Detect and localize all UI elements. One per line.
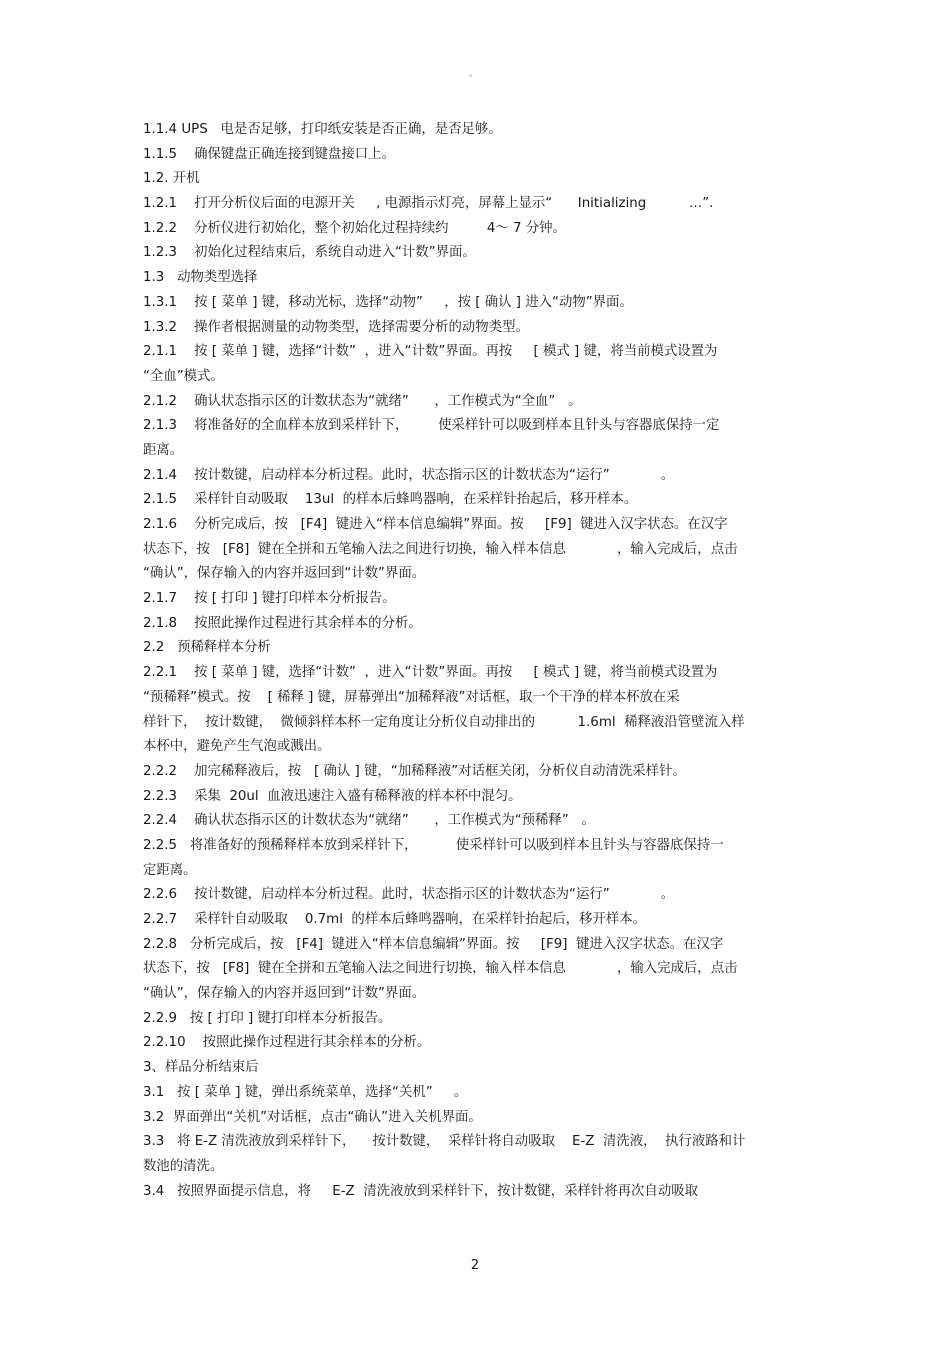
text-line: 2.2.3 采集 20ul 血液迅速注入盛有稀释液的样本杯中混匀。	[143, 788, 522, 804]
document-body	[143, 118, 803, 1204]
text-line: “确认”，保存输入的内容并返回到“计数”界面。	[143, 566, 426, 582]
text-line: 2.2.1 按 [ 菜单 ] 键，选择“计数” ，进入“计数”界面。再按 [ 模式 ] 键，将当前模式设置为	[143, 665, 718, 681]
text-line: 3.3 将 E-Z 清洗液放到采样针下， 按计数键， 采样针将自动吸取 E-Z 清洗液， 执行液路和计	[143, 1134, 746, 1150]
text-line: 2.1.1 按 [ 菜单 ] 键，选择“计数” ，进入“计数”界面。再按 [ 模式 ] 键，将当前模式设置为	[143, 344, 718, 360]
text-line: 2.2.2 加完稀释液后，按 [ 确认 ] 键，“加稀释液”对话框关闭，分析仪自动清洗采样针。	[143, 763, 686, 779]
text-line: 数池的清洗。	[143, 1158, 224, 1174]
text-line: 2.2.9 按 [ 打印 ] 键打印样本分析报告。	[143, 1010, 392, 1026]
text-line: 2.2.8 分析完成后，按 [F4] 键进入“样本信息编辑”界面。按 [F9] 键进入汉字状态。在汉字	[143, 936, 724, 952]
text-line: 2.1.2 确认状态指示区的计数状态为“就绪” ，工作模式为“全血” 。	[143, 393, 582, 409]
text-line: 1.1.5 确保键盘正确连接到键盘接口上。	[143, 146, 395, 162]
text-line: 2.1.5 采样针自动吸取 13ul 的样本后蜂鸣器响，在采样针抬起后，移开样本。	[143, 492, 638, 508]
text-line: 1.2.3 初始化过程结束后，系统自动进入“计数”界面。	[143, 245, 476, 261]
text-line: 2.1.3 将准备好的全血样本放到采样针下， 使采样针可以吸到样本且针头与容器底保持一定	[143, 418, 720, 434]
header-mark: 。	[469, 69, 479, 79]
text-line: 1.2. 开机	[143, 171, 200, 187]
text-line: “全血”模式。	[143, 368, 224, 384]
text-line: 3、样品分析结束后	[143, 1060, 259, 1076]
text-line: 3.1 按 [ 菜单 ] 键，弹出系统菜单，选择“关机” 。	[143, 1084, 468, 1100]
text-line: 1.2.2 分析仪进行初始化，整个初始化过程持续约 4～ 7 分钟。	[143, 220, 566, 236]
text-line: 本杯中，避免产生气泡或溅出。	[143, 739, 331, 755]
text-line: 2.2.10 按照此操作过程进行其余样本的分析。	[143, 1035, 431, 1051]
page-number: 2	[470, 1258, 480, 1273]
text-line: 1.2.1 打开分析仪后面的电源开关 , 电源指示灯亮，屏幕上显示“ Initializing …”.	[143, 196, 714, 212]
text-line: 2.1.8 按照此操作过程进行其余样本的分析。	[143, 615, 422, 631]
text-line: 1.3.1 按 [ 菜单 ] 键，移动光标，选择“动物” ，按 [ 确认 ] 进入“动物”界面。	[143, 294, 633, 310]
text-line: 2.2.6 按计数键，启动样本分析过程。此时，状态指示区的计数状态为“运行” 。	[143, 887, 675, 903]
text-line: 3.4 按照界面提示信息，将 E-Z 清洗液放到采样针下，按计数键，采样针将再次自动吸取	[143, 1183, 698, 1199]
text-line: 2.2.5 将准备好的预稀释样本放到采样针下， 使采样针可以吸到样本且针头与容器底保持一	[143, 837, 724, 853]
text-line: 距离。	[143, 442, 184, 458]
text-line: 1.3 动物类型选择	[143, 270, 258, 286]
text-line: 2.2 预稀释样本分析	[143, 640, 271, 656]
text-line: “确认”，保存输入的内容并返回到“计数”界面。	[143, 986, 426, 1002]
text-line: “预稀释”模式。按 [ 稀释 ] 键，屏幕弹出“加稀释液”对话框，取一个干净的样本杯放在采	[143, 689, 680, 705]
text-line: 样针下， 按计数键， 微倾斜样本杯一定角度让分析仪自动排出的 1.6ml 稀释液沿管壁流入样	[143, 714, 745, 730]
text-line: 2.1.4 按计数键，启动样本分析过程。此时，状态指示区的计数状态为“运行” 。	[143, 467, 675, 483]
text-line: 状态下，按 [F8] 键在全拼和五笔输入法之间进行切换，输入样本信息 ，输入完成后，点击	[143, 541, 738, 557]
text-line: 定距离。	[143, 862, 197, 878]
text-line: 2.2.7 采样针自动吸取 0.7ml 的样本后蜂鸣器响，在采样针抬起后，移开样本。	[143, 912, 647, 927]
text-line: 1.1.4 UPS 电是否足够，打印纸安装是否正确，是否足够。	[143, 122, 502, 137]
text-line: 2.2.4 确认状态指示区的计数状态为“就绪” ，工作模式为“预稀释” 。	[143, 813, 595, 829]
text-line: 2.1.6 分析完成后，按 [F4] 键进入“样本信息编辑”界面。按 [F9] 键进入汉字状态。在汉字	[143, 517, 728, 532]
text-line: 2.1.7 按 [ 打印 ] 键打印样本分析报告。	[143, 591, 396, 607]
text-line: 1.3.2 操作者根据测量的动物类型，选择需要分析的动物类型。	[143, 319, 529, 335]
text-line: 3.2 界面弹出“关机”对话框，点击“确认”进入关机界面。	[143, 1109, 482, 1125]
text-line: 状态下，按 [F8] 键在全拼和五笔输入法之间进行切换，输入样本信息 ，输入完成后，点击	[143, 961, 738, 977]
